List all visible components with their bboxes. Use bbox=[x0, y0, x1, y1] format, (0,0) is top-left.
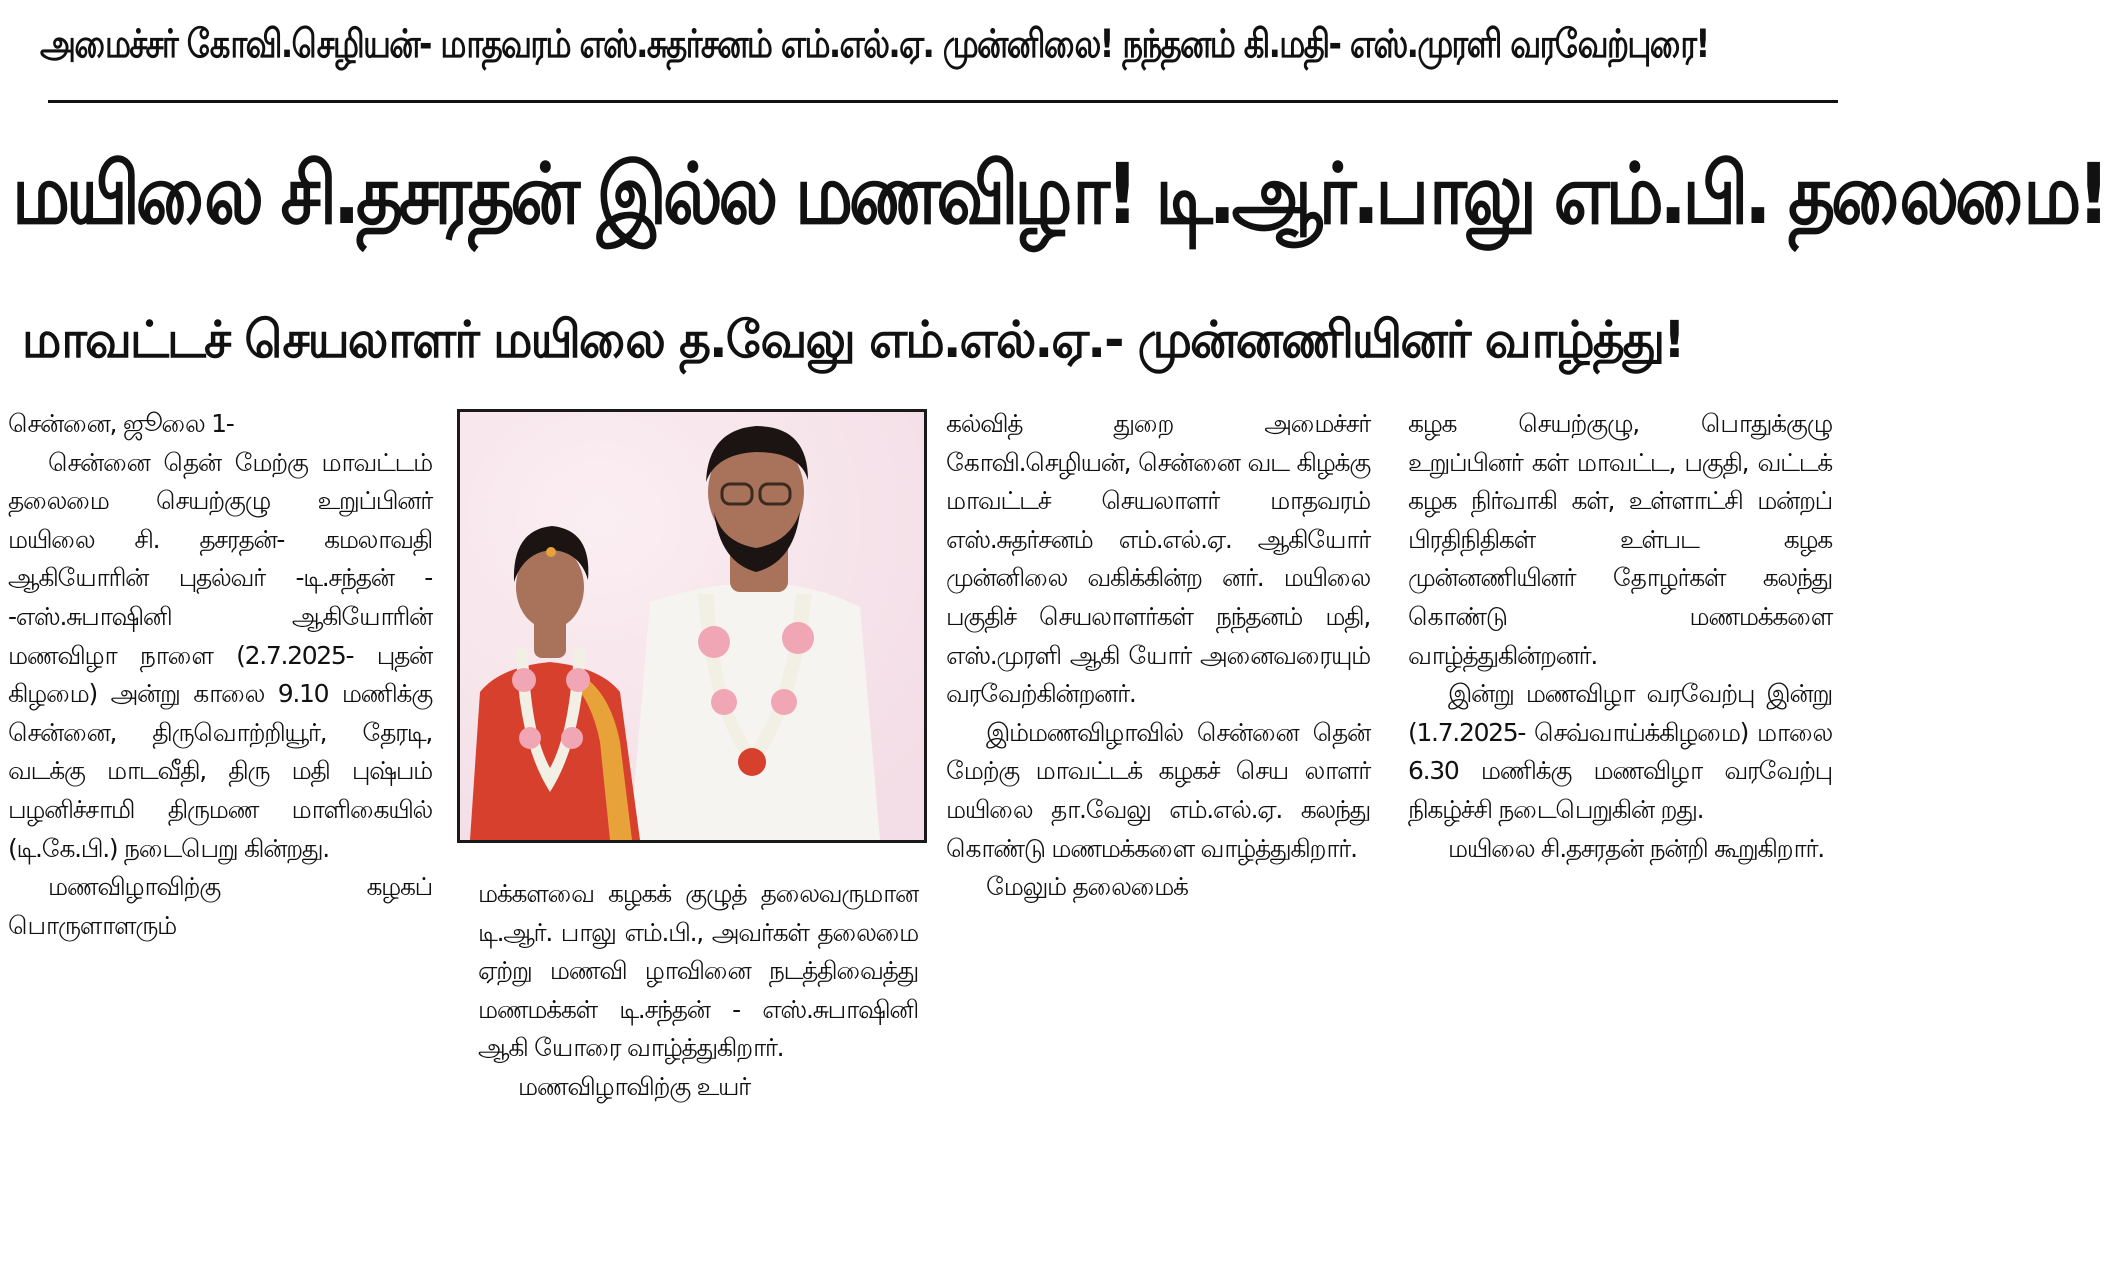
paragraph: மக்களவை கழகக் குழுத் தலைவருமான டி.ஆர். பாலு எம்.பி., அவர்கள் தலைமை ஏற்று மணவி ழாவினை நடத்திவைத்து மணமக்கள் டி.சந்தன் - எஸ்.சுபாஷினி ஆகி யோரை வாழ்த்துகிறார். bbox=[478, 879, 918, 1063]
paragraph: இன்று மணவிழா வரவேற்பு இன்று (1.7.2025- செவ்வாய்க்கிழமை) மாலை 6.30 மணிக்கு மணவிழா வரவேற்பு நிகழ்ச்சி நடைபெறுகின் றது. bbox=[1408, 679, 1832, 824]
article-column-1 bbox=[8, 405, 432, 1253]
dateline: சென்னை, ஜூலை 1- bbox=[8, 409, 234, 438]
paragraph: மணவிழாவிற்கு கழகப் பொருளாளரும் bbox=[8, 872, 432, 940]
main-headline: மயிலை சி.தசரதன் இல்ல மணவிழா! டி.ஆர்.பாலு எம்.பி. தலைமை! bbox=[12, 145, 2106, 243]
paragraph: மேலும் தலைமைக் bbox=[986, 872, 1188, 902]
article-column-4 bbox=[1408, 405, 1832, 1253]
paragraph: மணவிழாவிற்கு உயர் bbox=[518, 1071, 750, 1101]
paragraph: இம்மணவிழாவில் சென்னை தென் மேற்கு மாவட்டக் கழகச் செய லாளர் மயிலை தா.வேலு எம்.எல்.ஏ. கலந்து கொண்டு மணமக்களை வாழ்த்துகிறார். bbox=[946, 717, 1370, 863]
kicker-headline: அமைச்சர் கோவி.செழியன்- மாதவரம் எஸ்.சுதர்சனம் எம்.எல்.ஏ. முன்னிலை! நந்தனம் கி.மதி- எஸ்.முரளி வரவேற்புரை! bbox=[40, 22, 1709, 67]
article-column-3 bbox=[946, 405, 1370, 1253]
divider-rule bbox=[48, 100, 1838, 103]
paragraph: கல்வித் துறை அமைச்சர் கோவி.செழியன், சென்னை வட கிழக்கு மாவட்டச் செயலாளர் மாதவரம் எஸ்.சுதர்சனம் எம்.எல்.ஏ. ஆகியோர் முன்னிலை வகிக்கின்ற னர். மயிலை பகுதிச் செயலாளர்கள் நந்தனம் மதி, எஸ்.முரளி ஆகி யோர் அனைவரையும் வரவேற்கின்றனர். bbox=[946, 409, 1370, 709]
couple-portrait-image bbox=[460, 412, 924, 840]
article-column-2 bbox=[478, 875, 918, 1253]
paragraph: சென்னை தென் மேற்கு மாவட்டம் தலைமை செயற்குழு உறுப்பினர் மயிலை சி. தசரதன்- கமலாவதி ஆகியோரின் புதல்வர் -டி.சந்தன் - -எஸ்.சுபாஷினி ஆகியோரின் மணவிழா நாளை (2.7.2025- புதன் கிழமை) அன்று காலை 9.10 மணிக்கு சென்னை, திருவொற்றியூர், தேரடி, வடக்கு மாடவீதி, திரு மதி புஷ்பம் பழனிச்சாமி திருமண மாளிகையில் (டி.கே.பி.) நடைபெறு கின்றது. bbox=[8, 447, 432, 863]
wedding-photo bbox=[457, 409, 927, 843]
paragraph: கழக செயற்குழு, பொதுக்குழு உறுப்பினர் கள் மாவட்ட, பகுதி, வட்டக் கழக நிர்வாகி கள், உள்ளாட்சி மன்றப் பிரதிநிதிகள் உள்பட கழக முன்னணியினர் தோழர்கள் கலந்து கொண்டு மணமக்களை வாழ்த்துகின்றனர். bbox=[1408, 409, 1832, 670]
paragraph: மயிலை சி.தசரதன் நன்றி கூறுகிறார். bbox=[1448, 833, 1824, 863]
subheadline: மாவட்டச் செயலாளர் மயிலை த.வேலு எம்.எல்.ஏ.- முன்னணியினர் வாழ்த்து! bbox=[22, 311, 1684, 370]
